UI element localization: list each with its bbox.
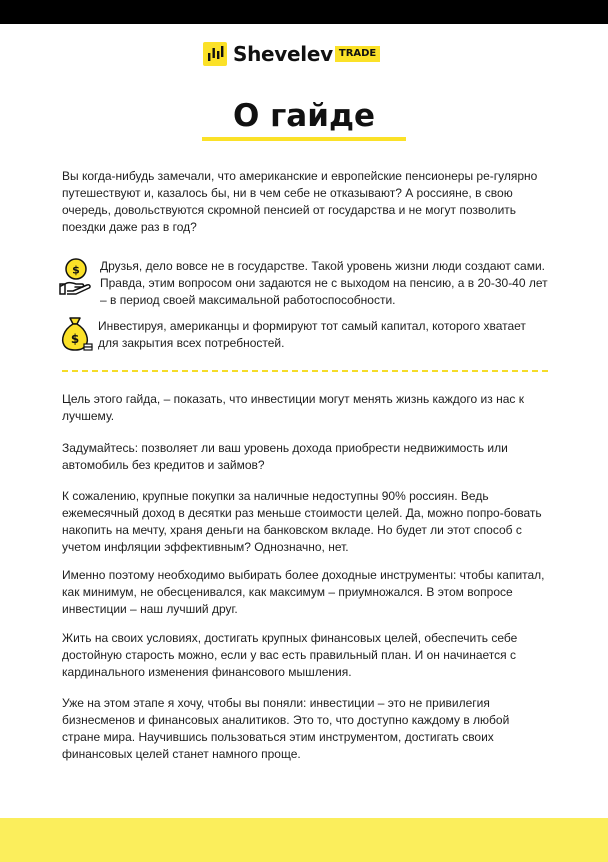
title-underline: [202, 137, 406, 141]
money-bag-icon: [58, 314, 94, 359]
brand-logo: [203, 40, 380, 68]
top-bar: [0, 0, 608, 24]
body-paragraph: Жить на своих условиях, достигать крупных финансовых целей, обеспечить себе достойную старость можно, если у вас есть правильный план. И он начинается с кардинального изменения финансового мышления.: [62, 631, 518, 679]
svg-text:$: $: [70, 332, 80, 346]
section-divider: [62, 370, 548, 372]
brand-tag: TRADE: [335, 46, 380, 62]
body-paragraph: Именно поэтому необходимо выбирать более доходные инструменты: чтобы капитал, как минимум, не обесценивался, как максимум – приумножался. В этом вопросе инвестиции – наш лучший друг.: [62, 568, 545, 616]
body-paragraph: Цель этого гайда, – показать, что инвестиции могут менять жизнь каждого из нас к лучшему.: [62, 392, 524, 423]
body-paragraph: Задумайтесь: позволяет ли ваш уровень дохода приобрести недвижимость или автомобиль без кредитов и займов?: [62, 441, 508, 472]
page-title: О гайде: [232, 98, 376, 134]
body-paragraph: К сожалению, крупные покупки за наличные недоступны 90% россиян. Ведь ежемесячный доход в десятки раз меньше стоимости целей. Да, можно попро-бовать накопить на мечту, храня деньги на банковском вкладе. Но будет ли этот способ с учетом инфляции эффективным? Однозначно, нет.: [62, 489, 542, 554]
chart-bars-icon: [203, 42, 227, 66]
note-text: Инвестируя, американцы и формируют тот самый капитал, которого хватает для закрытия всех потребностей.: [98, 319, 526, 350]
hand-money-icon: [58, 256, 94, 301]
bottom-band: [0, 818, 608, 862]
intro-paragraph: Вы когда-нибудь замечали, что американские и европейские пенсионеры ре-гулярно путешествуют и, казалось бы, ни в чем себе не отказывают? А россияне, в свою очередь, довольствуются скромной пенсией от государства и не могут позволить поездки даже раз в год?: [62, 169, 538, 234]
brand-name: Shevelev: [233, 42, 333, 66]
svg-text:$: $: [72, 263, 80, 277]
body-paragraph: Уже на этом этапе я хочу, чтобы вы поняли: инвестиции – это не привилегия бизнесменов и финансовых аналитиков. Это то, что доступно каждому в любой стране мира. Научившись пользоваться этим инструментом, достигать своих финансовых целей станет намного проще.: [62, 696, 510, 761]
note-text: Друзья, дело вовсе не в государстве. Такой уровень жизни люди создают сами. Правда, этим вопросом они задаются не с выходом на пенсию, а в 20-30-40 лет – в период своей максимальной работоспособности.: [100, 259, 548, 307]
